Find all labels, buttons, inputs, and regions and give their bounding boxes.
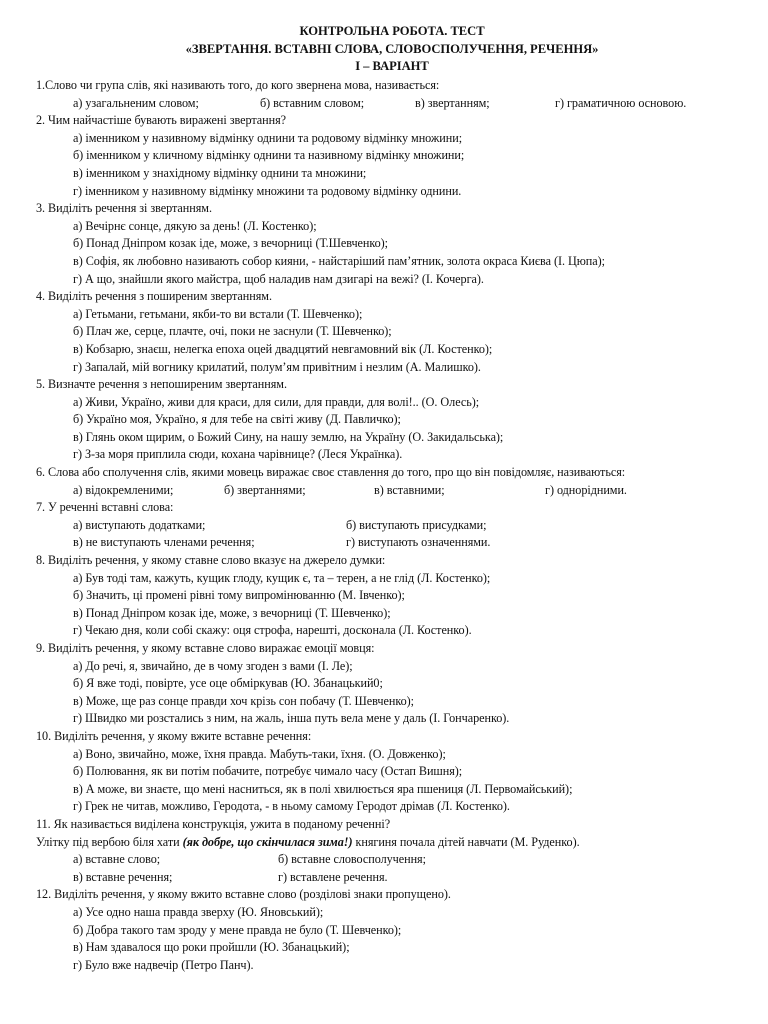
option-d: г) іменником у називному відмінку множини та родовому відмінку однини. xyxy=(73,183,462,198)
option-c: в) Може, ще раз сонце правди хоч крізь сон побачу (Т. Шевченко); xyxy=(73,693,414,708)
option-b: б) Україно моя, Україно, я для тебе на світі живу (Д. Павличко); xyxy=(73,412,401,427)
question-10: 10. Виділіть речення, у якому вжите вставне речення: xyxy=(36,728,312,743)
option-c: в) Софія, як любовно називають собор кияни, - найстаріший пам’ятник, золота окраса Києва (І. Цюпа); xyxy=(73,253,605,268)
option-b: б) вставним словом; xyxy=(260,95,365,110)
option-a: а) Живи, Україно, живи для краси, для сили, для правди, для волі!.. (О. Олесь); xyxy=(73,394,480,409)
option-d: г) Швидко ми розстались з ним, на жаль, інша путь вела мене у даль (І. Гончаренко). xyxy=(73,711,510,726)
doc-title: КОНТРОЛЬНА РОБОТА. ТЕСТ xyxy=(299,24,485,38)
question-7-options-row2 xyxy=(36,534,761,552)
option-b: б) Значить, ці промені рівні тому випромінюванню (М. Івченко); xyxy=(73,588,405,603)
option-c: в) Глянь оком щирим, о Божий Сину, на нашу землю, на Україну (О. Закидальська); xyxy=(73,429,504,444)
question-3: 3. Виділіть речення зі звертанням. xyxy=(36,201,212,216)
option-d: г) Запалай, мій вогнику крилатий, полум’ям привітним і незлим (А. Малишко). xyxy=(73,359,481,374)
option-a: а) відокремленими; xyxy=(73,482,174,497)
option-a: а) Гетьмани, гетьмани, якби-то ви встали (Т. Шевченко); xyxy=(73,306,363,321)
option-c: в) вставне речення; xyxy=(73,869,173,884)
question-7: 7. У реченні вставні слова: xyxy=(36,500,174,515)
question-11: 11. Як називається виділена конструкція, ужита в поданому реченні? xyxy=(36,816,391,831)
option-d: г) граматичною основою. xyxy=(555,95,687,110)
question-11-options-row2 xyxy=(36,869,761,887)
question-11-sentence xyxy=(36,834,761,852)
option-c: в) Понад Дніпром козак іде, може, з вечорниці (Т. Шевченко); xyxy=(73,605,391,620)
option-c: в) Нам здавалося що роки пройшли (Ю. Збанацький); xyxy=(73,940,350,955)
highlighted-construction: (як добре, що скінчилася зима!) xyxy=(182,834,353,849)
option-c: в) Кобзарю, знаєш, нелегка епоха оцей двадцятий невгамовний вік (Л. Костенко); xyxy=(73,341,493,356)
question-12: 12. Виділіть речення, у якому вжито вставне слово (розділові знаки пропущено). xyxy=(36,887,451,902)
option-b: б) іменником у кличному відмінку однини та називному відмінку множини; xyxy=(73,148,465,163)
option-a: а) Вечірнє сонце, дякую за день! (Л. Костенко); xyxy=(73,218,317,233)
question-1: 1.Слово чи група слів, які називають того, до кого звернена мова, називається: xyxy=(36,78,440,92)
question-11-options-row1 xyxy=(36,851,761,869)
option-b: б) Полювання, як ви потім побачите, потребує чимало часу (Остап Вишня); xyxy=(73,764,463,779)
doc-subtitle: «ЗВЕРТАННЯ. ВСТАВНІ СЛОВА, СЛОВОСПОЛУЧЕННЯ, РЕЧЕННЯ» xyxy=(185,41,599,56)
question-8: 8. Виділіть речення, у якому ставне слово вказує на джерело думки: xyxy=(36,553,386,568)
option-a: а) Воно, звичайно, може, їхня правда. Мабуть-таки, їхня. (О. Довженко); xyxy=(73,746,446,761)
question-7-options-row1 xyxy=(36,517,761,535)
question-6: 6. Слова або сполучення слів, якими мовець виражає своє ставлення до того, про що він повідомляє, називаються: xyxy=(36,465,626,480)
option-c: в) іменником у знахідному відмінку однини та множини; xyxy=(73,165,367,180)
option-d: г) виступають означеннями. xyxy=(346,535,491,550)
option-d: г) Чекаю дня, коли собі скажу: оця строфа, нарешті, досконала (Л. Костенко). xyxy=(73,623,472,638)
option-b: б) Понад Дніпром козак іде, може, з вечорниці (Т.Шевченко); xyxy=(73,236,389,251)
question-4: 4. Виділіть речення з поширеним звертанням. xyxy=(36,289,272,304)
option-b: б) звертаннями; xyxy=(224,482,306,497)
option-a: а) узагальненим словом; xyxy=(73,95,199,110)
option-a: а) вставне слово; xyxy=(73,852,161,867)
option-a: а) Усе одно наша правда зверху (Ю. Яновський); xyxy=(73,904,324,919)
question-9: 9. Виділіть речення, у якому вставне слово виражає емоції мовця: xyxy=(36,641,375,655)
option-d: г) Грек не читав, можливо, Геродота, - в ньому самому Геродот дрімав (Л. Костенко). xyxy=(73,799,510,814)
sentence-start: Улітку під вербою біля хати xyxy=(36,834,183,849)
option-a: а) Був тоді там, кажуть, кущик глоду, кущик є, та – терен, а не глід (Л. Костенко); xyxy=(73,570,491,585)
question-6-options xyxy=(36,482,761,500)
option-a: а) іменником у називному відмінку однини та родовому відмінку множини; xyxy=(73,130,463,145)
option-b: б) Добра такого там зроду у мене правда не було (Т. Шевченко); xyxy=(73,922,402,937)
question-5: 5. Визначте речення з непоширеним звертанням. xyxy=(36,377,287,392)
option-c: в) А може, ви знаєте, що мені насниться, як в полі хвилюється яра пшениця (Л. Первомайський); xyxy=(73,781,573,796)
option-a: а) виступають додатками; xyxy=(73,517,206,532)
questions xyxy=(36,77,761,974)
sentence-end: княгиня почала дітей навчати (М. Руденко). xyxy=(352,834,580,849)
option-c: в) не виступають членами речення; xyxy=(73,535,255,550)
option-d: г) Було вже надвечір (Петро Панч). xyxy=(73,957,254,972)
option-d: г) А що, знайшли якого майстра, щоб наладив нам дзигарі на вежі? (І. Кочерга). xyxy=(73,271,484,286)
option-b: б) Плач же, серце, плачте, очі, поки не заснули (Т. Шевченко); xyxy=(73,324,392,339)
option-d: г) З-за моря приплила сюди, кохана чарівнице? (Леся Українка). xyxy=(73,447,403,462)
option-a: а) До речі, я, звичайно, де в чому згоден з вами (І. Ле); xyxy=(73,658,353,673)
option-b: б) вставне словосполучення; xyxy=(278,852,426,867)
option-c: в) звертанням; xyxy=(415,95,490,110)
option-d: г) однорідними. xyxy=(545,482,627,497)
question-1-options xyxy=(36,95,761,113)
option-b: б) виступають присудками; xyxy=(346,517,487,532)
option-c: в) вставними; xyxy=(374,482,445,497)
question-2: 2. Чим найчастіше бувають виражені звертання? xyxy=(36,113,286,128)
option-d: г) вставлене речення. xyxy=(278,869,388,884)
option-b: б) Я вже тоді, повірте, усе оце обміркував (Ю. Збанацький0; xyxy=(73,676,383,691)
doc-variant: І – ВАРІАНТ xyxy=(355,59,429,74)
